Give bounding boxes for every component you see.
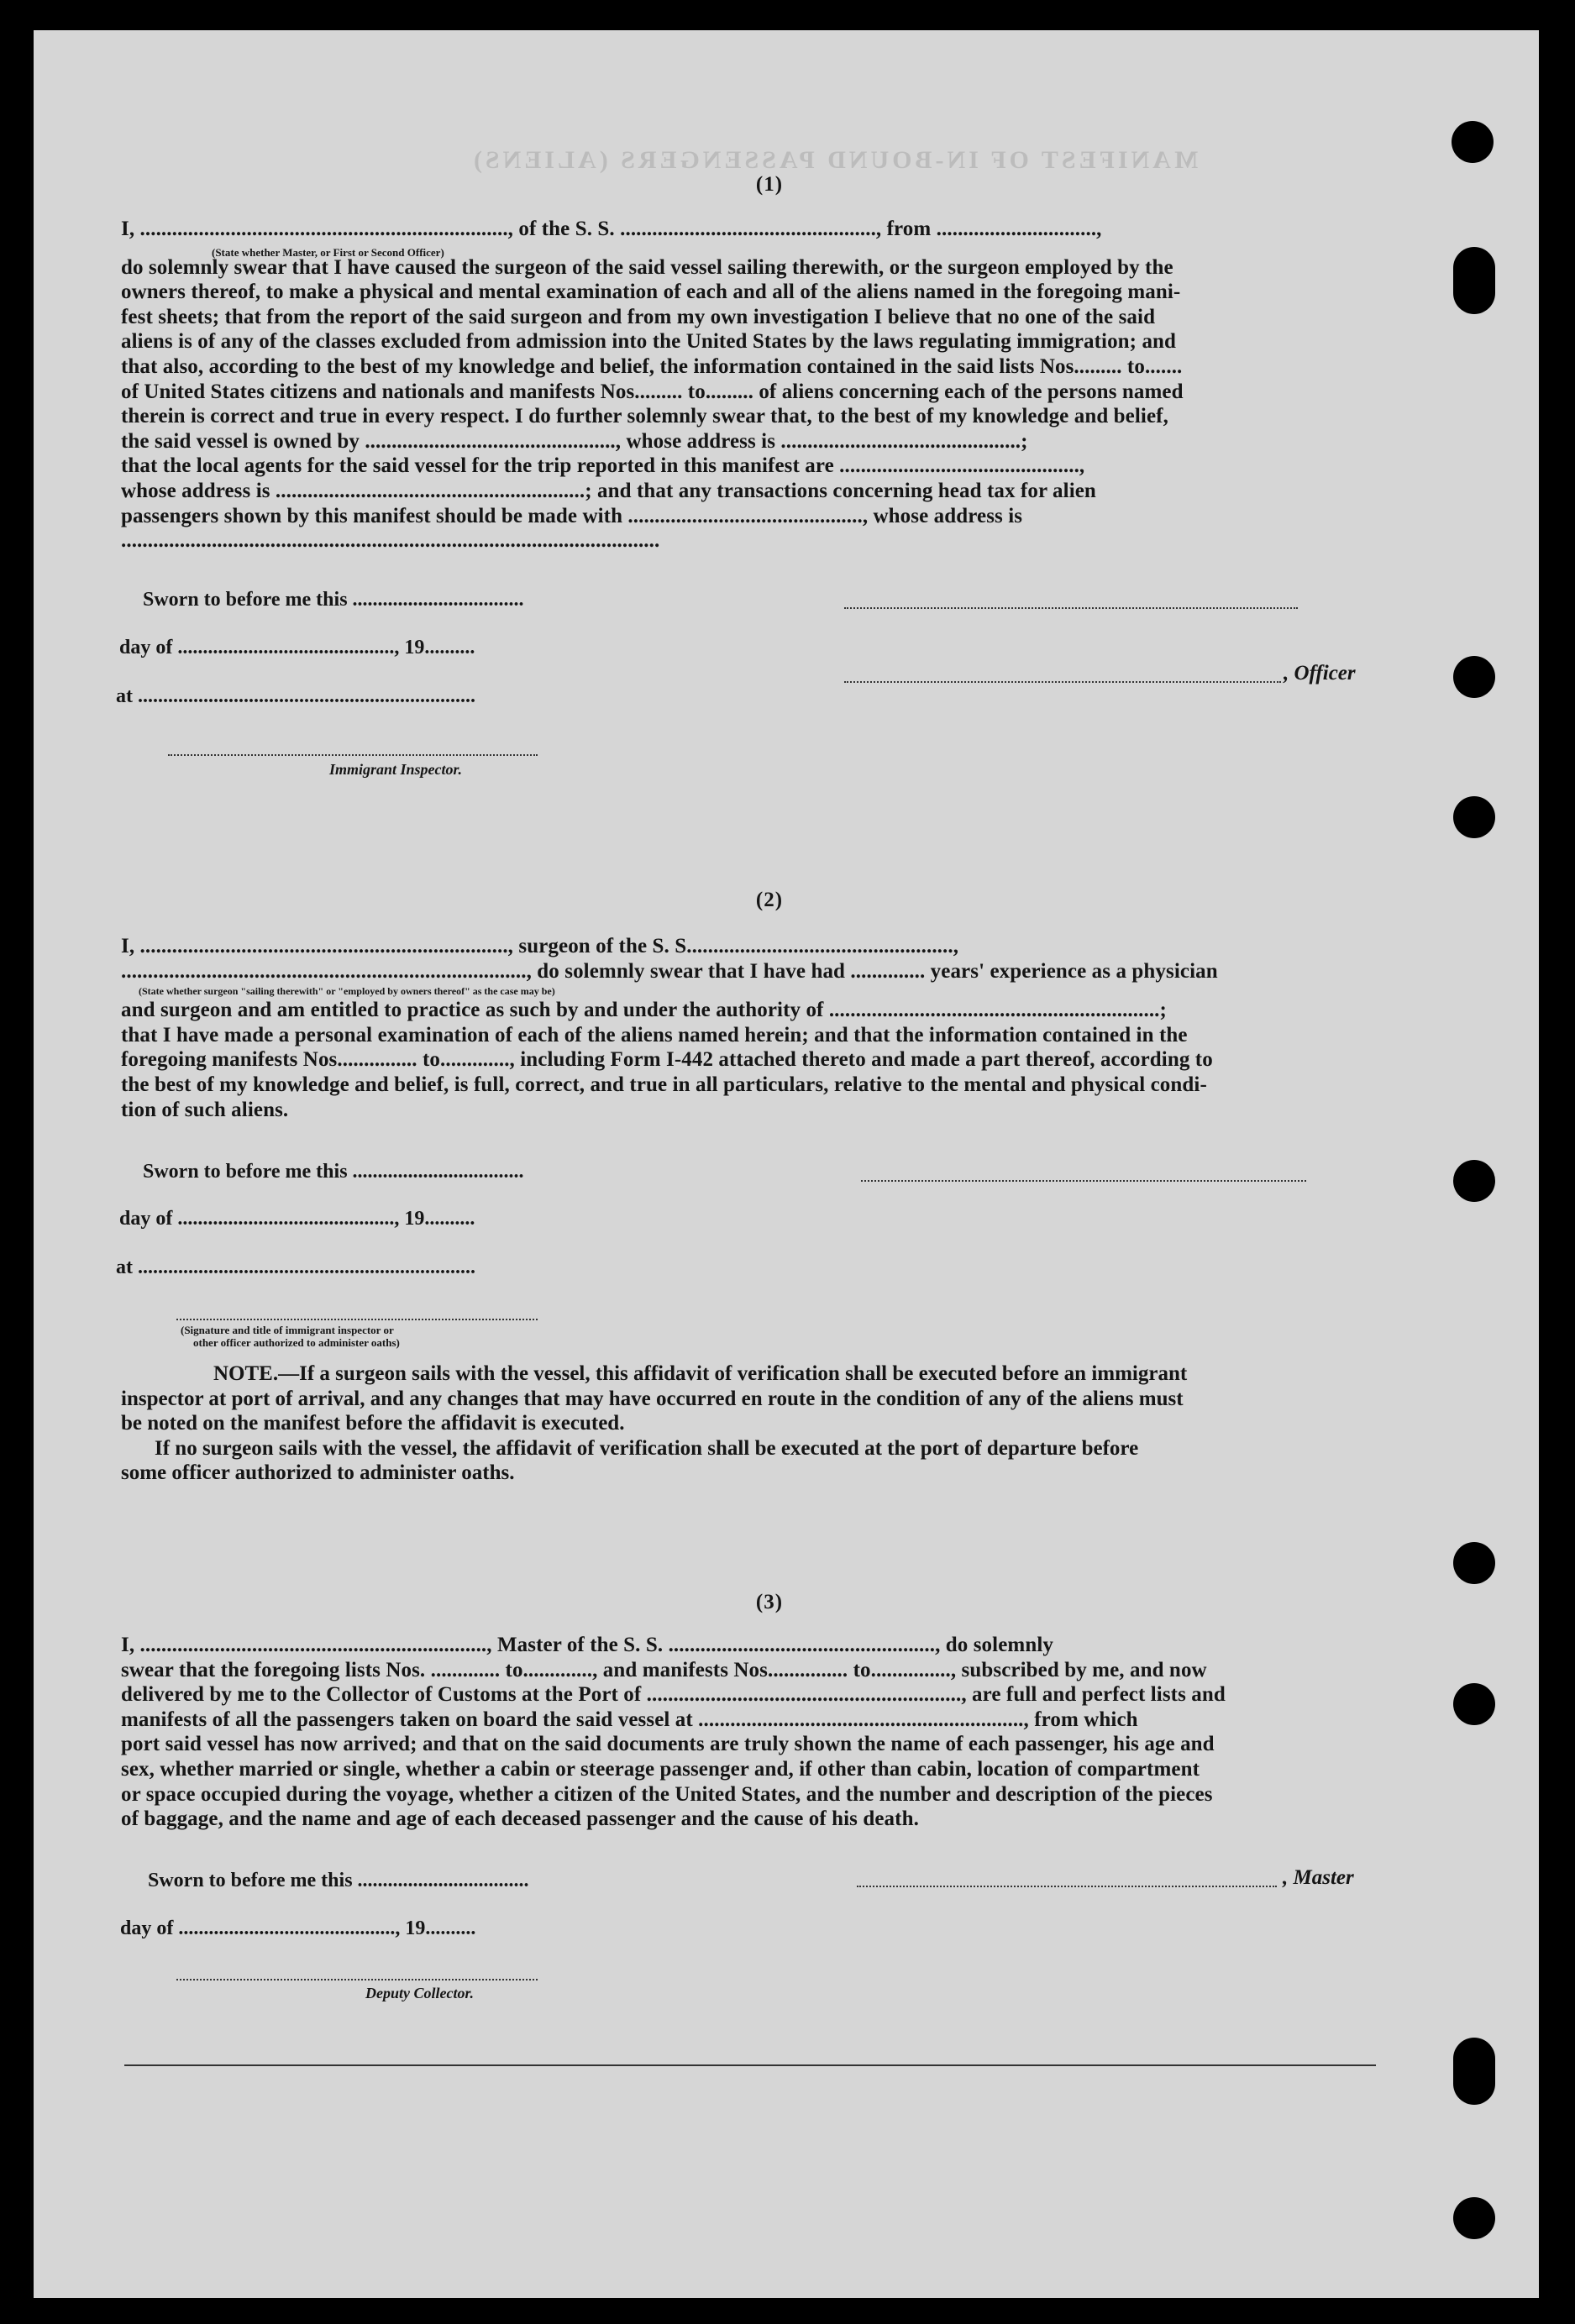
text-line: of United States citizens and nationals and manifests Nos......... to......... of aliens concerning each of the persons named [121,380,1184,403]
signature-caption-1: (Signature and title of immigrant inspector or [181,1324,394,1336]
deputy-collector-label: Deputy Collector. [365,1985,474,2001]
sworn-line-2: Sworn to before me this .................................. [143,1161,524,1183]
punch-hole [1453,796,1495,838]
text-line: sex, whether married or single, whether a cabin or steerage passenger and, if other than cabin, location of compartment [121,1757,1200,1781]
text-line: therein is correct and true in every respect. I do further solemnly swear that, to the best of my knowledge and belief, [121,405,1168,428]
text-line: that also, according to the best of my knowledge and belief, the information contained in the said lists Nos......... to....... [121,354,1183,378]
punch-hole [1453,247,1495,314]
punch-hole [1453,1683,1495,1725]
surgeon-type-caption: (State whether surgeon "sailing therewith" or "employed by owners thereof" as the case may be) [139,985,555,997]
section-2-affidavit [121,934,1390,1122]
immigrant-inspector-label: Immigrant Inspector. [329,761,463,778]
text-line: I, ....................................................................., of the S. S. ................................................, from .............................., [121,218,1102,240]
master-label: , Master [1283,1866,1354,1889]
officer-rank-caption: (State whether Master, or First or Second Officer) [212,246,444,259]
at-line-1: at ................................................................... [116,685,475,707]
punch-hole [1453,2197,1495,2239]
document-sheet [34,30,1539,2298]
text-line: foregoing manifests Nos............... to............., including Form I-442 attached thereto and made a part thereof, according to [121,1048,1213,1072]
text-line: manifests of all the passengers taken on board the said vessel at ............................................................., from which [121,1708,1138,1731]
physician-signature-line [861,1178,1306,1182]
text-line: port said vessel has now arrived; and that on the said documents are truly shown the name of each passenger, his age and [121,1733,1215,1756]
section-1-affidavit [121,217,1390,553]
section-1-number: (1) [755,173,784,196]
section-3-number: (3) [755,1591,784,1613]
text-line: whose address is ..........................................................; and that any transactions concerning head tax for alien [121,479,1096,502]
text-line: fest sheets; that from the report of the said surgeon and from my own investigation I believe that no one of the said [121,305,1156,328]
officer-signature-line [844,679,1281,683]
note-line: be noted on the manifest before the affidavit is executed. [121,1412,625,1435]
signature-caption-2: other officer authorized to administer oaths) [193,1336,400,1349]
inspector-signature-line [168,753,538,756]
text-line: swear that the foregoing lists Nos. ............. to............., and manifests Nos............... to..............., subscribed by me, and now [121,1658,1207,1681]
text-line: that I have made a personal examination of each of the aliens named herein; and that the information contained in the [121,1023,1188,1047]
day-line-3: day of ..........................................., 19.......... [120,1917,476,1939]
text-line: I, ....................................................................., surgeon of the S. S.................................................., [121,935,959,957]
text-line: owners thereof, to make a physical and mental examination of each and all of the aliens named in the foregoing mani- [121,281,1181,304]
sworn-line-1: Sworn to before me this .................................. [143,589,524,611]
day-line-2: day of ..........................................., 19.......... [119,1208,475,1230]
text-line: I, ................................................................., Master of the S. S. .................................................., do solemnly [121,1634,1053,1656]
note-line: If no surgeon sails with the vessel, the affidavit of verification shall be executed at the port of departure before [155,1436,1139,1460]
punch-hole [1453,1542,1495,1584]
text-line: do solemnly swear that I have caused the surgeon of the said vessel sailing therewith, or the surgeon employed by the [121,255,1173,279]
text-line: that the local agents for the said vessel for the trip reported in this manifest are ............................................., [121,454,1085,478]
bottom-rule [124,2064,1376,2066]
at-line-2: at ................................................................... [116,1256,475,1278]
note-paragraph [121,1361,1390,1486]
text-line: of baggage, and the name and age of each deceased passenger and the cause of his death. [121,1807,919,1831]
text-line: ..................................................................................................... [121,529,660,553]
section-2-number: (2) [755,889,784,911]
text-line: delivered by me to the Collector of Customs at the Port of ..........................................................., are full and perfect lists and [121,1683,1226,1707]
sworn-line-3: Sworn to before me this .................................. [148,1870,529,1891]
note-line: NOTE.—If a surgeon sails with the vessel, this affidavit of verification shall be executed before an immigrant [213,1362,1188,1385]
section-3-affidavit [121,1633,1390,1832]
collector-signature-line [176,1977,538,1980]
text-line: or space occupied during the voyage, whether a citizen of the United States, and the number and description of the pieces [121,1782,1213,1806]
punch-hole [1452,121,1494,163]
text-line: tion of such aliens. [121,1098,289,1121]
master-signature-line [857,1884,1277,1887]
text-line: the best of my knowledge and belief, is full, correct, and true in all particulars, relative to the mental and physical condi- [121,1073,1207,1096]
inspector-signature-line-2 [176,1317,538,1320]
punch-hole [1453,2038,1495,2105]
text-line: passengers shown by this manifest should be made with ............................................, whose address is [121,504,1023,527]
punch-hole [1453,1160,1495,1202]
bleed-through-title: MANIFEST OF IN-BOUND PASSENGERS (ALIENS) [470,146,1199,174]
officer-label: , Officer [1284,662,1356,685]
text-line: the said vessel is owned by ..............................................., whose address is .............................................; [121,429,1028,453]
officer-signature-line-top [844,606,1298,609]
punch-hole [1453,656,1495,698]
note-line: inspector at port of arrival, and any changes that may have occurred en route in the condition of any of the aliens must [121,1387,1184,1410]
text-line: aliens is of any of the classes excluded from admission into the United States by the laws regulating immigration; and [121,330,1177,354]
day-line-1: day of ..........................................., 19.......... [119,637,475,658]
text-line: and surgeon and am entitled to practice as such by and under the authority of ..............................................................; [121,999,1167,1022]
text-line: ............................................................................, do solemnly swear that I have had .............. years' experience as a physician [121,959,1218,983]
note-line: some officer authorized to administer oaths. [121,1461,515,1485]
